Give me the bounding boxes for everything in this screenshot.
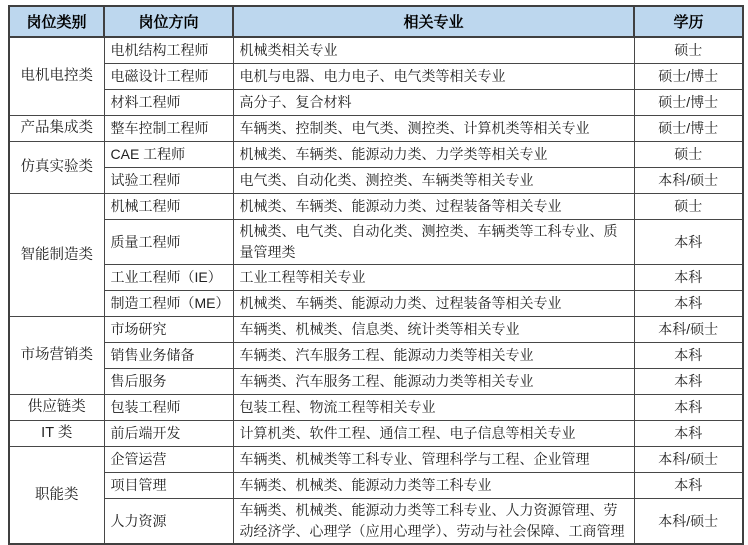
degree-cell: 本科 — [634, 369, 743, 395]
degree-cell: 硕士 — [634, 194, 743, 220]
majors-cell: 车辆类、机械类、信息类、统计类等相关专业 — [233, 317, 634, 343]
majors-cell: 机械类、车辆类、能源动力类、过程装备等相关专业 — [233, 291, 634, 317]
majors-cell: 机械类、电气类、自动化类、测控类、车辆类等工科专业、质量管理类 — [233, 220, 634, 265]
column-header-majors: 相关专业 — [233, 6, 634, 37]
degree-cell: 本科 — [634, 421, 743, 447]
table-row — [9, 64, 743, 90]
degree-cell: 硕士 — [634, 142, 743, 168]
degree-cell: 本科 — [634, 265, 743, 291]
direction-cell: 制造工程师（ME） — [104, 291, 233, 317]
table-row — [9, 220, 743, 265]
degree-cell: 本科 — [634, 291, 743, 317]
direction-cell: 电磁设计工程师 — [104, 64, 233, 90]
table-row — [9, 499, 743, 545]
degree-cell: 硕士/博士 — [634, 116, 743, 142]
table-row — [9, 37, 743, 64]
category-cell: 仿真实验类 — [9, 142, 104, 194]
direction-cell: 机械工程师 — [104, 194, 233, 220]
column-header-category: 岗位类别 — [9, 6, 104, 37]
table-row — [9, 142, 743, 168]
table-row — [9, 369, 743, 395]
majors-cell: 高分子、复合材料 — [233, 90, 634, 116]
direction-cell: 售后服务 — [104, 369, 233, 395]
direction-cell: 市场研究 — [104, 317, 233, 343]
degree-cell: 硕士/博士 — [634, 90, 743, 116]
table-header-row — [9, 6, 743, 37]
majors-cell: 机械类相关专业 — [233, 37, 634, 64]
direction-cell: 材料工程师 — [104, 90, 233, 116]
direction-cell: 销售业务储备 — [104, 343, 233, 369]
degree-cell: 本科/硕士 — [634, 317, 743, 343]
degree-cell: 本科/硕士 — [634, 447, 743, 473]
direction-cell: CAE 工程师 — [104, 142, 233, 168]
table-row — [9, 265, 743, 291]
degree-cell: 硕士 — [634, 37, 743, 64]
table-row — [9, 447, 743, 473]
majors-cell: 车辆类、机械类等工科专业、管理科学与工程、企业管理 — [233, 447, 634, 473]
direction-cell: 项目管理 — [104, 473, 233, 499]
direction-cell: 包装工程师 — [104, 395, 233, 421]
majors-cell: 机械类、车辆类、能源动力类、力学类等相关专业 — [233, 142, 634, 168]
table-row — [9, 291, 743, 317]
category-cell: 市场营销类 — [9, 317, 104, 395]
majors-cell: 计算机类、软件工程、通信工程、电子信息等相关专业 — [233, 421, 634, 447]
direction-cell: 工业工程师（IE） — [104, 265, 233, 291]
category-cell: 智能制造类 — [9, 194, 104, 317]
degree-cell: 硕士/博士 — [634, 64, 743, 90]
direction-cell: 人力资源 — [104, 499, 233, 545]
direction-cell: 质量工程师 — [104, 220, 233, 265]
degree-cell: 本科 — [634, 220, 743, 265]
majors-cell: 车辆类、控制类、电气类、测控类、计算机类等相关专业 — [233, 116, 634, 142]
column-header-direction: 岗位方向 — [104, 6, 233, 37]
degree-cell: 本科 — [634, 343, 743, 369]
table-row — [9, 343, 743, 369]
category-cell: 职能类 — [9, 447, 104, 545]
job-positions-table — [8, 5, 744, 545]
table-row — [9, 473, 743, 499]
category-cell: IT 类 — [9, 421, 104, 447]
job-positions-table-container — [8, 5, 744, 545]
majors-cell: 工业工程等相关专业 — [233, 265, 634, 291]
majors-cell: 包装工程、物流工程等相关专业 — [233, 395, 634, 421]
table-row — [9, 90, 743, 116]
direction-cell: 电机结构工程师 — [104, 37, 233, 64]
degree-cell: 本科 — [634, 473, 743, 499]
table-row — [9, 421, 743, 447]
table-row — [9, 194, 743, 220]
majors-cell: 电机与电器、电力电子、电气类等相关专业 — [233, 64, 634, 90]
column-header-degree: 学历 — [634, 6, 743, 37]
majors-cell: 机械类、车辆类、能源动力类、过程装备等相关专业 — [233, 194, 634, 220]
table-row — [9, 317, 743, 343]
category-cell: 产品集成类 — [9, 116, 104, 142]
majors-cell: 车辆类、机械类、能源动力类等工科专业 — [233, 473, 634, 499]
majors-cell: 车辆类、机械类、能源动力类等工科专业、人力资源管理、劳动经济学、心理学（应用心理学）、劳动与社会保障、工商管理 — [233, 499, 634, 545]
degree-cell: 本科 — [634, 395, 743, 421]
majors-cell: 车辆类、汽车服务工程、能源动力类等相关专业 — [233, 343, 634, 369]
table-row — [9, 395, 743, 421]
majors-cell: 车辆类、汽车服务工程、能源动力类等相关专业 — [233, 369, 634, 395]
direction-cell: 试验工程师 — [104, 168, 233, 194]
direction-cell: 整车控制工程师 — [104, 116, 233, 142]
majors-cell: 电气类、自动化类、测控类、车辆类等相关专业 — [233, 168, 634, 194]
degree-cell: 本科/硕士 — [634, 499, 743, 545]
degree-cell: 本科/硕士 — [634, 168, 743, 194]
direction-cell: 前后端开发 — [104, 421, 233, 447]
category-cell: 电机电控类 — [9, 37, 104, 116]
table-row — [9, 168, 743, 194]
category-cell: 供应链类 — [9, 395, 104, 421]
table-row — [9, 116, 743, 142]
direction-cell: 企管运营 — [104, 447, 233, 473]
